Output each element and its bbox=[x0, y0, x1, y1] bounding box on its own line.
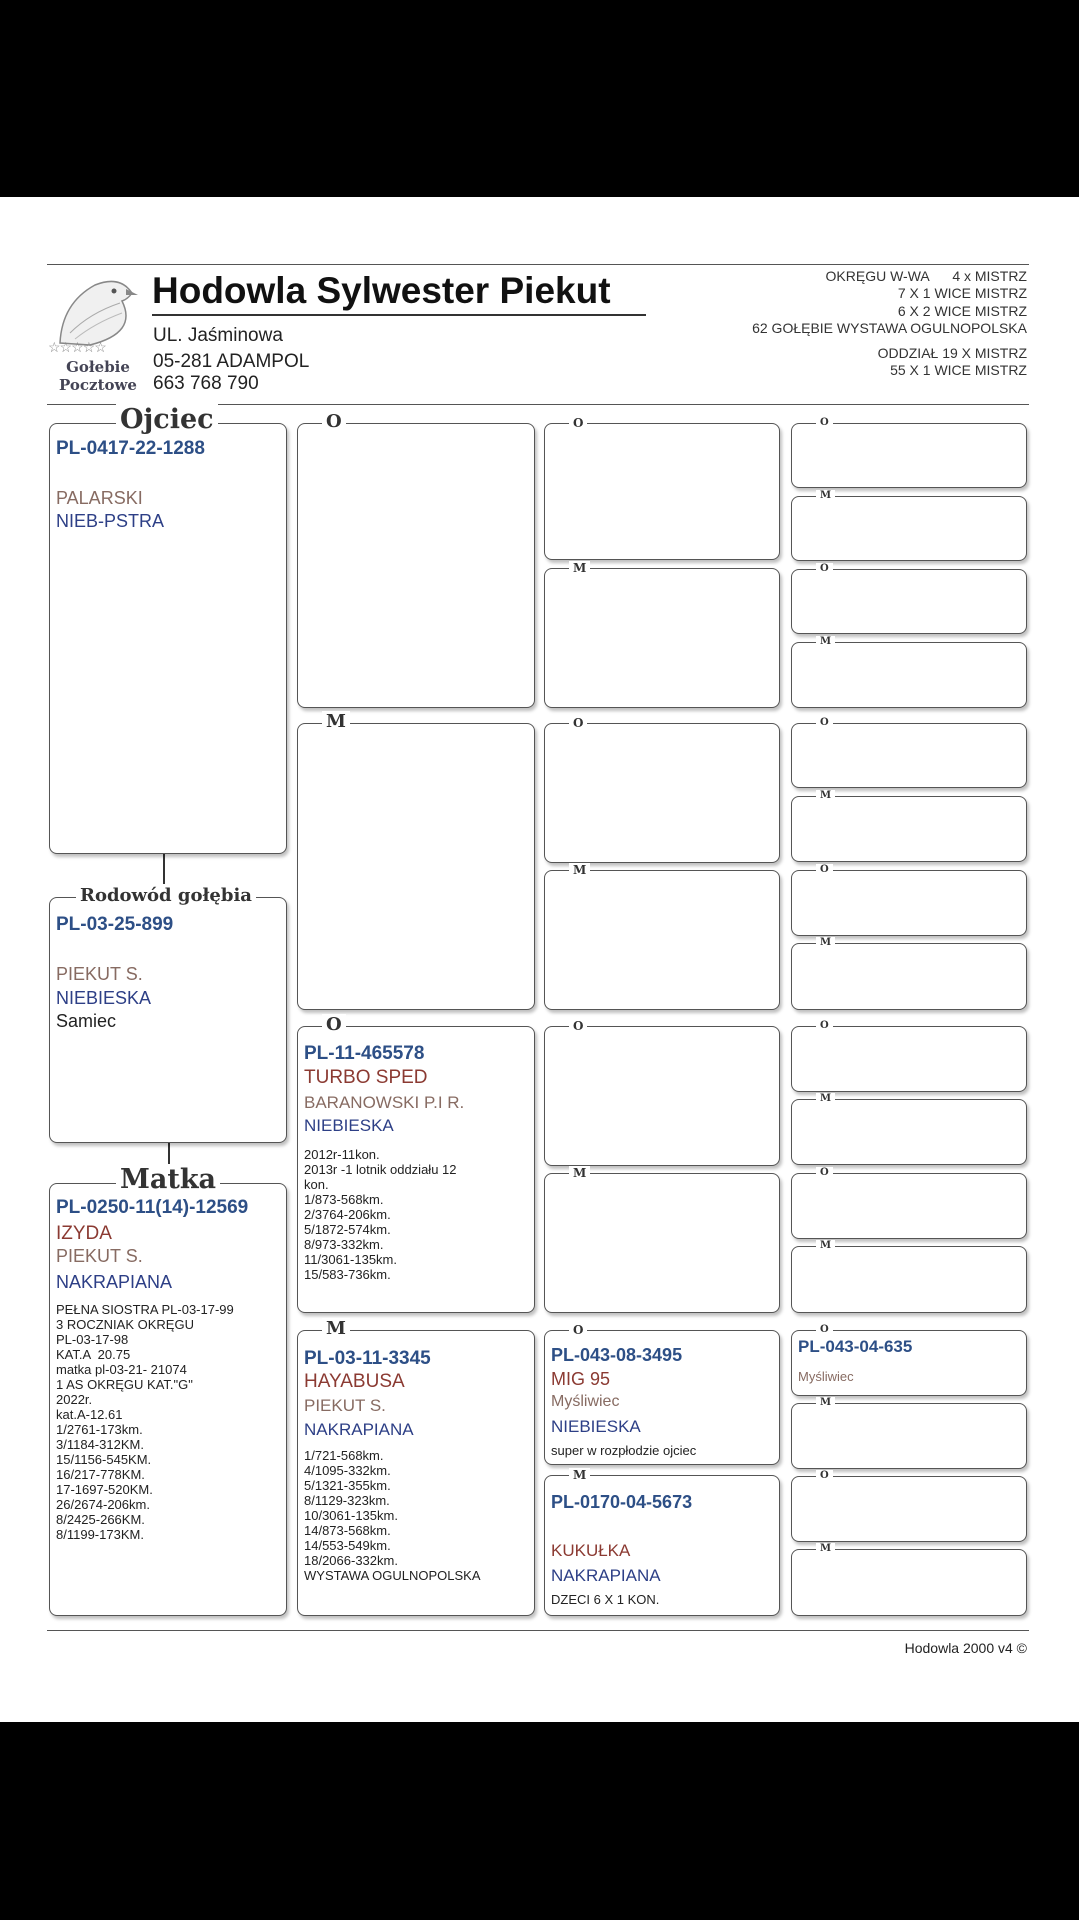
mm-color: NAKRAPIANA bbox=[304, 1420, 414, 1439]
mmm-label: M bbox=[569, 1468, 590, 1482]
mmm-ring: PL-0170-04-5673 bbox=[551, 1492, 693, 1512]
address-city: 05-281 ADAMPOL bbox=[153, 351, 310, 372]
mmf-owner: Myśliwiec bbox=[551, 1393, 620, 1410]
g4-16-label: M bbox=[816, 1543, 835, 1554]
address-street: UL. Jaśminowa bbox=[153, 325, 283, 346]
mmm-notes: DZECI 6 X 1 KON. bbox=[551, 1592, 660, 1607]
g4-13-label: O bbox=[816, 1324, 833, 1335]
mother-ring: PL-0250-11(14)-12569 bbox=[56, 1197, 249, 1218]
page-title: Hodowla Sylwester Piekut bbox=[152, 270, 611, 311]
mf-name: TURBO SPED bbox=[304, 1067, 428, 1088]
mmf-label: O bbox=[569, 1323, 587, 1337]
mf-notes: 2012r-11kon. 2013r -1 lotnik oddziału 12 kon. 1/873-568km. 2/3764-206km. 5/1872-574km. 8/973-332km. 11/3061-135km. 15/583-736km. bbox=[304, 1147, 457, 1282]
fm-label: M bbox=[322, 711, 350, 732]
mmm-box[interactable] bbox=[544, 1468, 780, 1616]
fff-box[interactable] bbox=[544, 416, 780, 560]
top-rule bbox=[47, 264, 1029, 265]
fmm-box[interactable] bbox=[544, 863, 780, 1010]
g4-4-box[interactable] bbox=[791, 636, 1027, 708]
father-ring: PL-0417-22-1288 bbox=[56, 438, 205, 459]
g4-9-label: O bbox=[816, 1020, 833, 1031]
logo-line2: Pocztowe bbox=[59, 376, 137, 394]
mother-name: IZYDA bbox=[56, 1223, 112, 1244]
mf-ring: PL-11-465578 bbox=[304, 1043, 425, 1064]
g4-12-box[interactable] bbox=[791, 1240, 1027, 1313]
father-label: Ojciec bbox=[116, 404, 218, 435]
g4-9-box[interactable] bbox=[791, 1020, 1027, 1092]
subject-color: NIEBIESKA bbox=[56, 988, 152, 1008]
pedigree-label: Rodowód gołębia bbox=[76, 885, 256, 906]
award-line-6: 55 X 1 WICE MISTRZ bbox=[890, 362, 1027, 378]
subject-owner: PIEKUT S. bbox=[56, 964, 143, 984]
logo-text bbox=[52, 358, 144, 394]
mother-box[interactable] bbox=[49, 1164, 287, 1616]
mother-label: Matka bbox=[116, 1164, 220, 1195]
father-color: NIEB-PSTRA bbox=[56, 511, 165, 531]
subject-sex: Samiec bbox=[56, 1011, 117, 1031]
mf-color: NIEBIESKA bbox=[304, 1116, 394, 1135]
father-box[interactable] bbox=[49, 404, 287, 854]
father-owner: PALARSKI bbox=[56, 488, 143, 508]
father-connector bbox=[163, 854, 165, 884]
mother-notes: PEŁNA SIOSTRA PL-03-17-99 3 ROCZNIAK OKRĘGU PL-03-17-98 KAT.A 20.75 matka pl-03-21- 21074 1 AS OKRĘGU KAT."G" 2022r. kat.A-12.61 1/2761-173km. 3/1184-312KM. 15/1156-545KM. 16/217-778KM. 17-1697-520KM. 26/2674-206km. 8/2425-266KM. 8/1199-173KM. bbox=[56, 1302, 234, 1542]
g4-2-box[interactable] bbox=[791, 490, 1027, 561]
g4-1-box[interactable] bbox=[791, 417, 1027, 488]
g4-10-box[interactable] bbox=[791, 1093, 1027, 1165]
fmf-box[interactable] bbox=[544, 716, 780, 863]
mfm-label: M bbox=[569, 1166, 590, 1180]
ff-label: O bbox=[322, 411, 346, 432]
award-line-5: ODDZIAŁ 19 X MISTRZ bbox=[877, 345, 1027, 361]
g4-6-box[interactable] bbox=[791, 790, 1027, 862]
g4-11-label: O bbox=[816, 1167, 833, 1178]
ffm-label: M bbox=[569, 561, 590, 575]
g4-5-label: O bbox=[816, 717, 833, 728]
mff-label: O bbox=[569, 1019, 587, 1033]
award-line-4: 62 GOŁĘBIE WYSTAWA OGULNOPOLSKA bbox=[752, 320, 1027, 336]
mmf-ring: PL-043-08-3495 bbox=[551, 1345, 683, 1365]
g4-8-label: M bbox=[816, 937, 835, 948]
mfm-box[interactable] bbox=[544, 1166, 780, 1313]
fm-box[interactable] bbox=[297, 711, 535, 1010]
g4-10-label: M bbox=[816, 1093, 835, 1104]
g4-7-label: O bbox=[816, 864, 833, 875]
g4-15-box[interactable] bbox=[791, 1470, 1027, 1542]
g4-13-ring: PL-043-04-635 bbox=[798, 1337, 913, 1356]
g4-8-box[interactable] bbox=[791, 937, 1027, 1010]
mf-label: O bbox=[322, 1014, 346, 1035]
mmf-notes: super w rozpłodzie ojciec bbox=[551, 1443, 697, 1458]
mm-label: M bbox=[322, 1318, 350, 1339]
subject-box[interactable] bbox=[49, 885, 287, 1143]
award-line-3: 6 X 2 WICE MISTRZ bbox=[897, 303, 1027, 319]
award-line-2: 7 X 1 WICE MISTRZ bbox=[897, 285, 1027, 301]
ffm-box[interactable] bbox=[544, 561, 780, 708]
g4-4-label: M bbox=[816, 636, 835, 647]
footer-rule bbox=[47, 1630, 1029, 1631]
mother-color: NAKRAPIANA bbox=[56, 1272, 173, 1292]
title-underline bbox=[152, 314, 646, 316]
logo-line1: Gołebie bbox=[66, 358, 130, 376]
mother-owner: PIEKUT S. bbox=[56, 1246, 143, 1266]
award-line-1: OKRĘGU W-WA 4 x MISTRZ bbox=[825, 268, 1027, 284]
g4-16-box[interactable] bbox=[791, 1543, 1027, 1616]
mf-box[interactable] bbox=[297, 1014, 535, 1313]
mm-owner: PIEKUT S. bbox=[304, 1396, 386, 1415]
mff-box[interactable] bbox=[544, 1019, 780, 1166]
g4-1-label: O bbox=[816, 417, 833, 428]
g4-5-box[interactable] bbox=[791, 717, 1027, 788]
g4-14-label: M bbox=[816, 1397, 835, 1408]
g4-13-owner: Myśliwiec bbox=[798, 1369, 854, 1384]
ff-box[interactable] bbox=[297, 411, 535, 708]
g4-7-box[interactable] bbox=[791, 864, 1027, 936]
subject-ring: PL-03-25-899 bbox=[56, 914, 174, 935]
g4-13-box[interactable] bbox=[791, 1324, 1027, 1396]
mm-box[interactable] bbox=[297, 1318, 535, 1616]
mmf-box[interactable] bbox=[544, 1323, 780, 1465]
g4-2-label: M bbox=[816, 490, 835, 501]
g4-15-label: O bbox=[816, 1470, 833, 1481]
mmm-color: NAKRAPIANA bbox=[551, 1566, 661, 1585]
g4-3-label: O bbox=[816, 563, 833, 574]
footer-credit: Hodowla 2000 v4 © bbox=[904, 1640, 1027, 1656]
address-phone: 663 768 790 bbox=[153, 373, 259, 394]
mf-owner: BARANOWSKI P.I R. bbox=[304, 1093, 465, 1112]
fmf-label: O bbox=[569, 716, 587, 730]
g4-14-box[interactable] bbox=[791, 1397, 1027, 1469]
mm-notes: 1/721-568km. 4/1095-332km. 5/1321-355km. 8/1129-323km. 10/3061-135km. 14/873-568km. 14/553-549km. 18/2066-332km. WYSTAWA OGULNOPOLSKA bbox=[304, 1448, 481, 1583]
g4-6-label: M bbox=[816, 790, 835, 801]
g4-12-label: M bbox=[816, 1240, 835, 1251]
logo-stars: ☆☆☆☆☆ bbox=[48, 340, 106, 356]
mm-ring: PL-03-11-3345 bbox=[304, 1348, 431, 1369]
fff-label: O bbox=[569, 416, 587, 430]
fmm-label: M bbox=[569, 863, 590, 877]
mm-name: HAYABUSA bbox=[304, 1371, 405, 1392]
mmf-name: MIG 95 bbox=[551, 1369, 611, 1389]
mmm-name: KUKUŁKA bbox=[551, 1541, 631, 1560]
g4-11-box[interactable] bbox=[791, 1167, 1027, 1239]
mmf-color: NIEBIESKA bbox=[551, 1417, 641, 1436]
g4-3-box[interactable] bbox=[791, 563, 1027, 634]
